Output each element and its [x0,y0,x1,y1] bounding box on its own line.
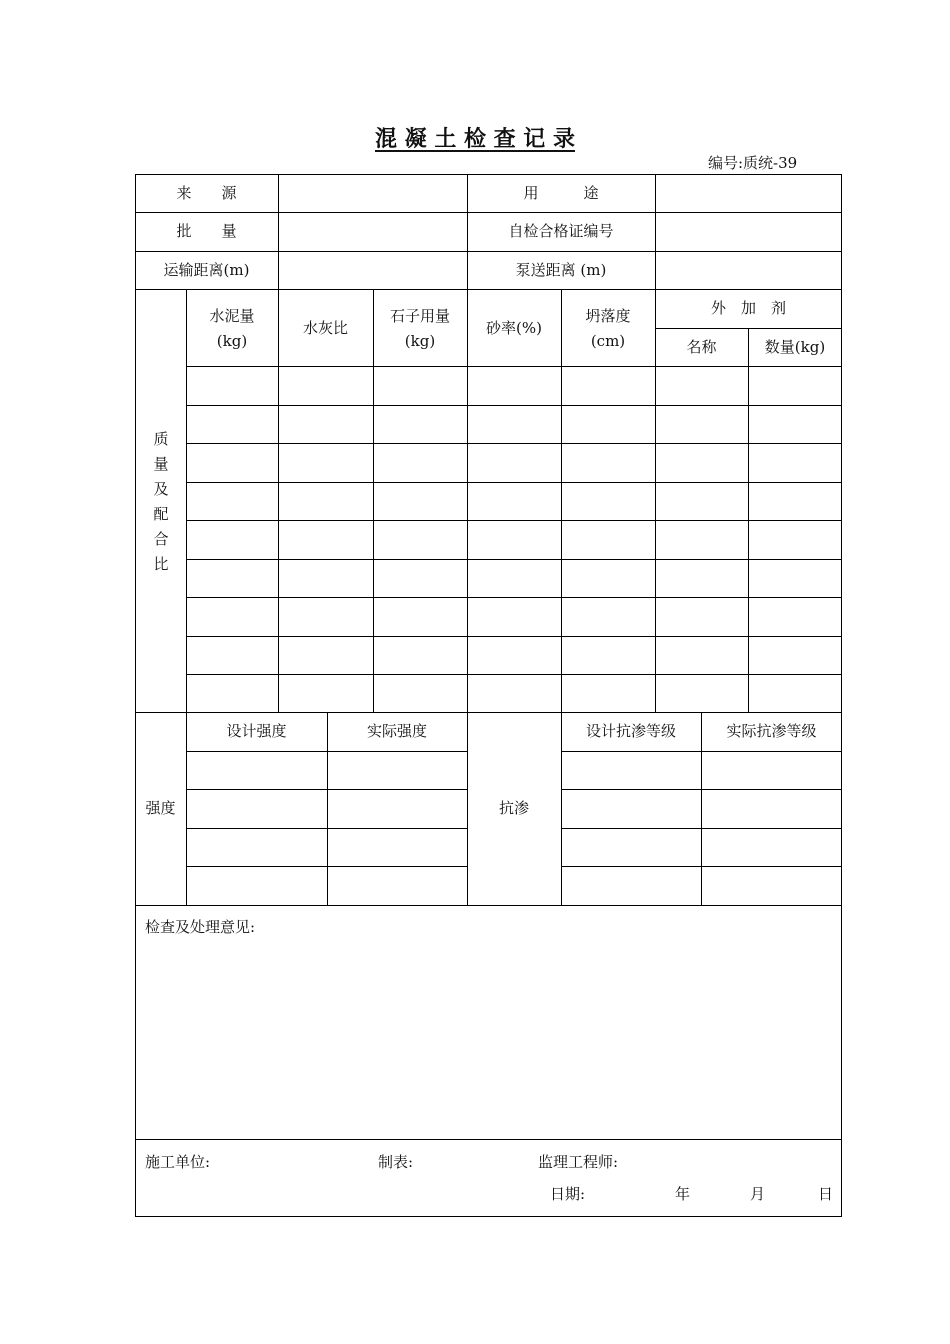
rule-v [561,289,562,905]
batch-label: 批 量 [176,222,237,240]
rule-h [186,443,842,444]
mix-section-char: 合 [153,530,169,548]
col-water-cement-ratio: 水灰比 [302,319,348,337]
col-actual-strength: 实际强度 [366,722,427,740]
col-stone-unit: (kg) [404,332,436,350]
rule-h [186,559,842,560]
rule-h [186,520,842,521]
supervisor-label: 监理工程师: [538,1153,619,1171]
col-actual-impermeability: 实际抗渗等级 [726,722,817,740]
rule-h [186,482,842,483]
rule-h [186,597,842,598]
rule-h [135,905,842,906]
rule-h [186,405,842,406]
rule-v [327,712,328,905]
rule-h [186,366,842,367]
col-slump-unit: (cm) [590,332,626,350]
mix-section-char: 质 [153,430,169,448]
rule-h [135,212,842,213]
col-cement-unit: (kg) [216,332,248,350]
pump-distance-label: 泵送距离 (m) [515,261,607,279]
rule-h [135,251,842,252]
col-slump: 坍落度 [585,307,631,325]
rule-v [186,289,187,905]
form-code: 编号:质统-39 [708,154,798,172]
col-additive: 外 加 剂 [710,299,786,317]
col-additive-qty: 数量(kg) [764,338,826,356]
rule-h [135,712,842,713]
mix-section-char: 及 [153,480,169,498]
opinion-label: 检查及处理意见: [145,918,256,936]
date-day: 日 [818,1185,834,1203]
strength-section-label: 强度 [145,799,176,817]
rule-v [701,712,702,905]
rule-h [135,289,842,290]
col-design-strength: 设计强度 [226,722,287,740]
maker-label: 制表: [378,1153,414,1171]
date-month: 月 [750,1185,766,1203]
source-label: 来 源 [176,184,237,202]
rule-v [278,174,279,289]
cert-number-label: 自检合格证编号 [508,222,614,240]
date-year: 年 [675,1185,691,1203]
col-additive-name: 名称 [686,338,717,356]
transport-distance-label: 运输距离(m) [163,261,250,279]
rule-h [135,1139,842,1140]
mix-section-char: 比 [153,555,169,573]
rule-v [655,174,656,289]
col-design-impermeability: 设计抗渗等级 [585,722,676,740]
col-cement: 水泥量 [209,307,255,325]
date-label: 日期: [550,1185,586,1203]
mix-section-char: 配 [153,505,169,523]
rule-v [278,289,279,712]
col-stone: 石子用量 [389,307,450,325]
rule-h [186,636,842,637]
rule-v [373,289,374,712]
col-sand-ratio: 砂率(%) [486,319,542,337]
impermeability-section-label: 抗渗 [498,799,529,817]
rule-v [748,328,749,712]
rule-h [186,674,842,675]
form-title: 混 凝 土 检 查 记 录 [375,126,575,152]
mix-section-char: 量 [153,455,169,473]
use-label: 用 途 [523,184,599,202]
construction-unit-label: 施工单位: [145,1153,211,1171]
